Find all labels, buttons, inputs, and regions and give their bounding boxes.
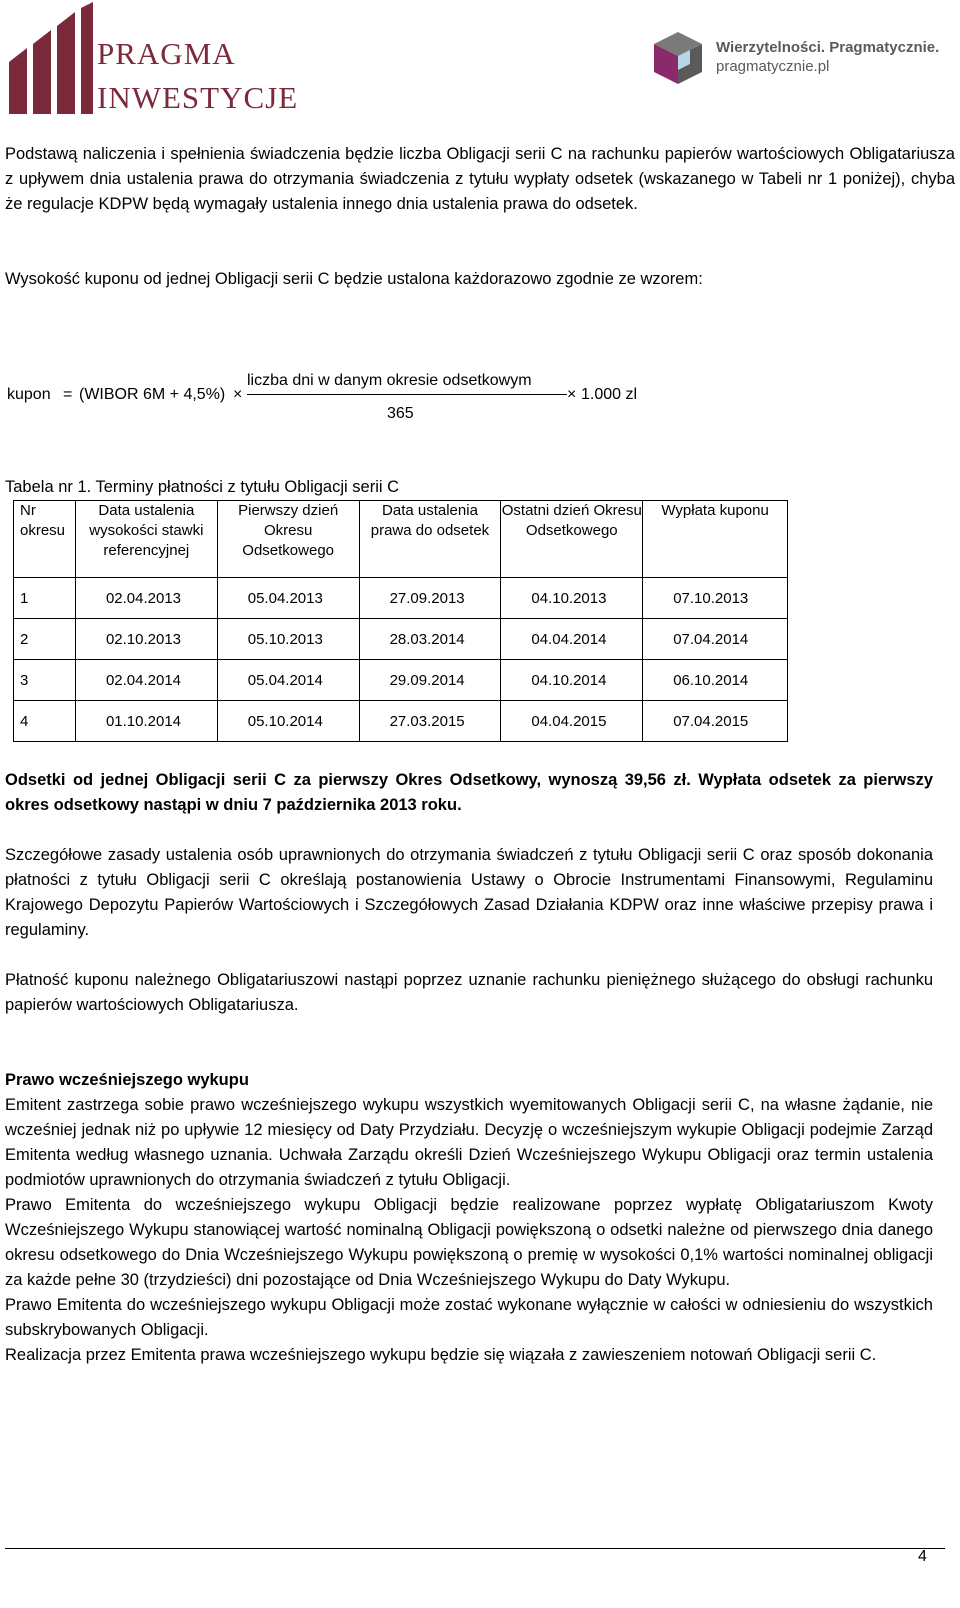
- interest-summary: Odsetki od jednej Obligacji serii C za pierwszy Okres Odsetkowy, wynoszą 39,56 zł. Wypłata odsetek za pierwszy okres odsetkowy nastąpi w dniu 7 października 2013 roku.: [5, 771, 933, 814]
- table-cell: 2: [14, 619, 76, 660]
- body-paragraph-6: Prawo Emitenta do wcześniejszego wykupu Obligacji będzie realizowane poprzez wypłatę Obligatariuszom Kwoty Wcześniejszego Wykupu stanowiącej wartość nominalną Obligacji powiększoną o odsetki należne od pierwszego dnia danego okresu odsetkowego do Dnia Wcześniejszego Wykupu powiększoną o premię w wysokości 0,1% wartości nominalnej obligacji za każde pełne 30 (trzydzieści) dni pozostające od Dnia Wcześniejszego Wykupu do Daty Wykupu.: [5, 1196, 933, 1289]
- th-last-day: Ostatni dzień Okresu Odsetkowego: [501, 501, 643, 578]
- table-cell: 28.03.2014: [359, 619, 501, 660]
- table-cell: 07.10.2013: [643, 578, 788, 619]
- th-first-day: Pierwszy dzień Okresu Odsetkowego: [217, 501, 359, 578]
- logo-url: pragmatycznie.pl: [716, 58, 830, 75]
- table-cell: 27.09.2013: [359, 578, 501, 619]
- formula-lhs: kupon: [7, 386, 51, 403]
- body-paragraph-5: Emitent zastrzega sobie prawo wcześniejszego wykupu wszystkich wyemitowanych Obligacji serii C, na własne żądanie, nie wcześniej jednak niż po upływie 12 miesięcy od Daty Przydziału. Decyzję o wcześniejszym wykupie Obligacji podejmie Zarząd Emitenta według własnego uznania. Uchwała Zarządu określi Dzień Wcześniejszego Wykupu Obligacji oraz termin ustalenia podmiotów uprawnionych do otrzymania świadczeń z tytułu Obligacji.: [5, 1096, 933, 1189]
- formula-times-2: ×: [567, 386, 577, 403]
- formula-denominator: 365: [387, 405, 414, 422]
- page-header: [0, 0, 960, 120]
- table-cell: 27.03.2015: [359, 701, 501, 742]
- table-row: [14, 660, 788, 701]
- table-cell: 07.04.2014: [643, 619, 788, 660]
- section-heading: Prawo wcześniejszego wykupu: [5, 1071, 249, 1089]
- body-paragraph-7: Prawo Emitenta do wcześniejszego wykupu Obligacji może zostać wykonane wyłącznie w całości w odniesieniu do wszystkich subskrybowanych Obligacji.: [5, 1296, 933, 1339]
- body-paragraph-3: Szczegółowe zasady ustalenia osób uprawnionych do otrzymania świadczeń z tytułu Obligacji serii C oraz sposób dokonania płatności z tytułu Obligacji serii C określają postanowienia Ustawy o Obrocie Instrumentami Finansowymi, Regulaminu Krajowego Depozytu Papierów Wartościowych i Szczegółowych Zasad Działania KDPW oraz inne właściwe przepisy prawa i regulaminy.: [5, 846, 933, 939]
- pragma-logo-icon: [5, 2, 100, 114]
- th-period-number: Nr okresu: [14, 501, 76, 578]
- table-cell: 05.10.2013: [217, 619, 359, 660]
- table-cell: 02.10.2013: [75, 619, 217, 660]
- table-cell: 07.04.2015: [643, 701, 788, 742]
- coupon-formula: [7, 372, 647, 432]
- intro-paragraph-1: Podstawą naliczenia i spełnienia świadczenia będzie liczba Obligacji serii C na rachunku papierów wartościowych Obligatariusza z upływem dnia ustalenia prawa do otrzymania świadczenia z tytułu wypłaty odsetek (wskazanego w Tabeli nr 1 poniżej), chyba że regulacje KDPW będą wymagały ustalenia innego dnia ustalenia prawa do odsetek.: [5, 145, 955, 213]
- footer-divider: [5, 1548, 945, 1549]
- table-cell: 02.04.2013: [75, 578, 217, 619]
- formula-fraction-bar: [247, 394, 567, 395]
- table-header-row: [14, 501, 788, 578]
- formula-equals: =: [63, 386, 73, 403]
- logo-tagline: Wierzytelności. Pragmatycznie.: [716, 39, 940, 56]
- table-row: [14, 578, 788, 619]
- table-cell: 05.04.2013: [217, 578, 359, 619]
- table-row: [14, 619, 788, 660]
- table-cell: 04.04.2015: [501, 701, 643, 742]
- formula-numerator: liczba dni w danym okresie odsetkowym: [247, 372, 532, 389]
- body-section: [5, 768, 933, 1368]
- table-cell: 04.10.2014: [501, 660, 643, 701]
- table-cell: 3: [14, 660, 76, 701]
- th-reference-rate-date: Data ustalenia wysokości stawki referencyjnej: [75, 501, 217, 578]
- table-cell: 04.04.2014: [501, 619, 643, 660]
- formula-amount: 1.000 zl: [581, 386, 638, 403]
- table-cell: 05.10.2014: [217, 701, 359, 742]
- page-number: 4: [918, 1548, 927, 1565]
- table-caption: Tabela nr 1. Terminy płatności z tytułu Obligacji serii C: [5, 478, 400, 496]
- formula-times-1: ×: [233, 386, 243, 403]
- table-cell: 01.10.2014: [75, 701, 217, 742]
- intro-paragraph-2: Wysokość kuponu od jednej Obligacji serii C będzie ustalona każdorazowo zgodnie ze wzorem:: [5, 270, 703, 288]
- table-cell: 06.10.2014: [643, 660, 788, 701]
- logo-text-inwestycje: INWESTYCJE: [97, 80, 299, 115]
- table-cell: 4: [14, 701, 76, 742]
- intro-section: [5, 142, 955, 292]
- table-cell: 05.04.2014: [217, 660, 359, 701]
- table-cell: 1: [14, 578, 76, 619]
- th-coupon-payment: Wypłata kuponu: [643, 501, 788, 578]
- body-paragraph-4: Płatność kuponu należnego Obligatariuszowi nastąpi poprzez uznanie rachunku pieniężnego służącego do obsługi rachunku papierów wartościowych Obligatariusza.: [5, 971, 933, 1014]
- body-paragraph-8: Realizacja przez Emitenta prawa wcześniejszego wykupu będzie się wiązała z zawieszeniem notowań Obligacji serii C.: [5, 1346, 877, 1364]
- table-cell: 29.09.2014: [359, 660, 501, 701]
- table-row: [14, 701, 788, 742]
- table-cell: 02.04.2014: [75, 660, 217, 701]
- th-record-date: Data ustalenia prawa do odsetek: [359, 501, 501, 578]
- cube-logo-icon: [648, 28, 708, 88]
- logo-text-pragma: PRAGMA: [97, 36, 236, 71]
- table-cell: 04.10.2013: [501, 578, 643, 619]
- formula-rate: (WIBOR 6M + 4,5%): [79, 386, 226, 403]
- payment-terms-table: [13, 500, 788, 742]
